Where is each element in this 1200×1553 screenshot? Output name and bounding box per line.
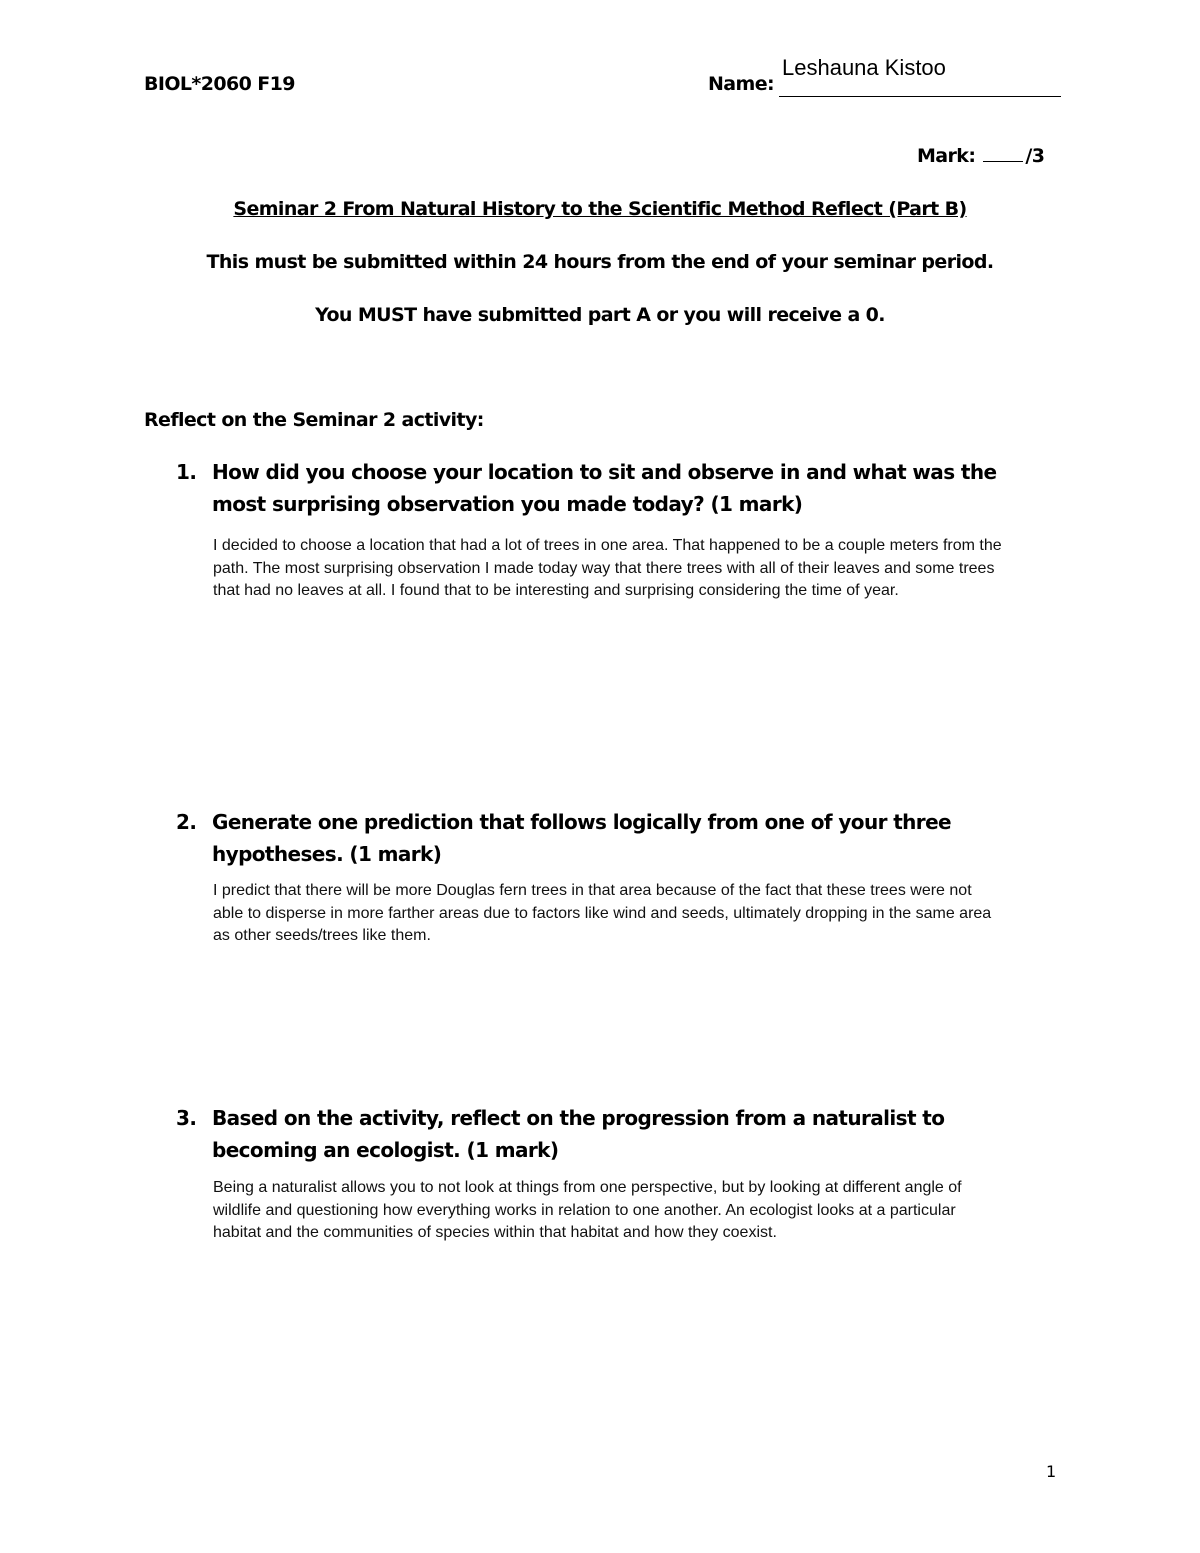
- answer-2[interactable]: I predict that there will be more Douglas fern trees in that area because of the fact that these trees were not able to disperse in more farther areas due to factors like wind and seeds, ultimately dropping in the same area as other seeds/trees like them.: [213, 882, 992, 944]
- name-underline: [779, 96, 1061, 97]
- mark-blank: [983, 145, 1023, 162]
- mark-total: /3: [1025, 145, 1045, 167]
- section-heading: Reflect on the Seminar 2 activity:: [144, 409, 484, 431]
- course-code: BIOL*2060 F19: [144, 73, 295, 95]
- student-name-field[interactable]: Leshauna Kistoo: [782, 55, 946, 80]
- warning-note: You MUST have submitted part A or you will receive a 0.: [315, 304, 885, 326]
- answer-1[interactable]: I decided to choose a location that had a lot of trees in one area. That happened to be a couple meters from the path. The most surprising observation I made today way that there trees with all of their leaves and some trees that had no leaves at all. I found that to be interesting and surprising considering the time of year.: [213, 537, 1002, 599]
- question-3-number: 3.: [176, 1106, 197, 1130]
- name-label: Name:: [708, 73, 775, 95]
- page-title: Seminar 2 From Natural History to the Scientific Method Reflect (Part B): [233, 198, 967, 220]
- mark-row: [917, 145, 1044, 167]
- answer-3[interactable]: Being a naturalist allows you to not look at things from one perspective, but by looking at different angle of wildlife and questioning how everything works in relation to one another. An ecologist looks at a particular habitat and the communities of species within that habitat and how they coexist.: [213, 1179, 962, 1241]
- question-2-number: 2.: [176, 810, 197, 834]
- page-number: 1: [1046, 1462, 1057, 1481]
- mark-label: Mark:: [917, 145, 976, 167]
- question-1-text: How did you choose your location to sit and observe in and what was the most surprising observation you made today? (1 mark): [212, 460, 997, 516]
- question-1-number: 1.: [176, 460, 197, 484]
- deadline-note: This must be submitted within 24 hours from the end of your seminar period.: [206, 251, 994, 273]
- question-2-text: Generate one prediction that follows logically from one of your three hypotheses. (1 mark): [212, 810, 952, 866]
- question-3-text: Based on the activity, reflect on the progression from a naturalist to becoming an ecologist. (1 mark): [212, 1106, 945, 1162]
